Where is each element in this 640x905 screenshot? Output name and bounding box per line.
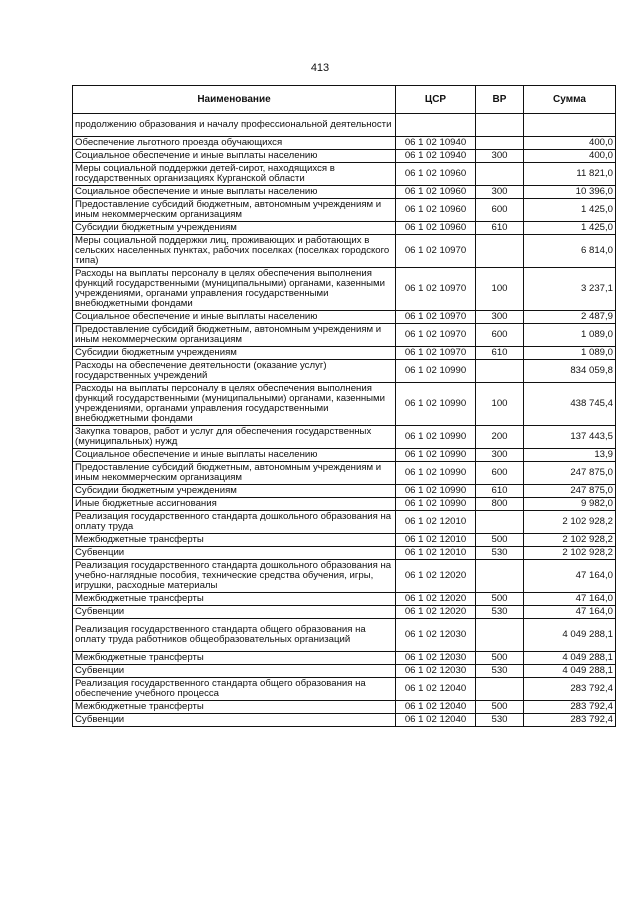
table-row [73,150,616,163]
row-vr-cell: 300 [476,186,524,199]
row-sum-cell: 1 089,0 [524,347,616,360]
table-row [73,137,616,150]
row-name-cell: Реализация государственного стандарта дошкольного образования на учебно-наглядные пособия, технические средства обучения, игры, игрушки, расходные материалы [73,560,396,593]
row-sum-cell: 13,9 [524,449,616,462]
row-name-cell: Субсидии бюджетным учреждениям [73,222,396,235]
table-header-row [73,86,616,114]
row-sum-cell: 438 745,4 [524,383,616,426]
row-name-cell: Предоставление субсидий бюджетным, автономным учреждениям и иным некоммерческим организациям [73,199,396,222]
row-sum-cell: 834 059,8 [524,360,616,383]
row-name-cell: Закупка товаров, работ и услуг для обеспечения государственных (муниципальных) нужд [73,426,396,449]
row-name-cell: Иные бюджетные ассигнования [73,498,396,511]
row-vr-cell: 300 [476,150,524,163]
row-csr-cell: 06 1 02 12010 [396,547,476,560]
header-vr: ВР [476,86,524,114]
row-name-cell: Социальное обеспечение и иные выплаты населению [73,449,396,462]
table-row [73,186,616,199]
table-row [73,534,616,547]
table-row [73,383,616,426]
row-name-cell: Реализация государственного стандарта дошкольного образования на оплату труда [73,511,396,534]
row-csr-cell [396,114,476,137]
table-body [73,114,616,727]
table-row [73,665,616,678]
row-sum-cell: 1 089,0 [524,324,616,347]
row-vr-cell: 530 [476,714,524,727]
row-csr-cell: 06 1 02 12020 [396,593,476,606]
row-csr-cell: 06 1 02 10990 [396,383,476,426]
row-vr-cell: 530 [476,547,524,560]
row-name-cell: Межбюджетные трансферты [73,593,396,606]
table-row [73,426,616,449]
row-csr-cell: 06 1 02 12040 [396,678,476,701]
row-csr-cell: 06 1 02 10970 [396,324,476,347]
row-vr-cell [476,114,524,137]
row-vr-cell [476,678,524,701]
row-csr-cell: 06 1 02 10940 [396,137,476,150]
row-sum-cell: 47 164,0 [524,606,616,619]
row-csr-cell: 06 1 02 10970 [396,268,476,311]
table-row [73,163,616,186]
row-csr-cell: 06 1 02 12020 [396,560,476,593]
row-name-cell: Субвенции [73,714,396,727]
row-vr-cell: 500 [476,652,524,665]
row-csr-cell: 06 1 02 10990 [396,426,476,449]
row-sum-cell: 47 164,0 [524,593,616,606]
table-row [73,449,616,462]
row-name-cell: Реализация государственного стандарта общего образования на оплату труда работников общеобразовательных организаций [73,619,396,652]
header-name: Наименование [73,86,396,114]
table-row [73,560,616,593]
row-vr-cell: 530 [476,606,524,619]
row-name-cell: Расходы на выплаты персоналу в целях обеспечения выполнения функций государственными (муниципальными) органами, казенными учреждениями, органами управления государственными внебюджетными фондами [73,383,396,426]
row-name-cell: Субвенции [73,547,396,560]
row-vr-cell: 500 [476,701,524,714]
row-vr-cell: 610 [476,222,524,235]
row-vr-cell [476,137,524,150]
row-name-cell: Предоставление субсидий бюджетным, автономным учреждениям и иным некоммерческим организациям [73,462,396,485]
row-vr-cell: 800 [476,498,524,511]
row-csr-cell: 06 1 02 10990 [396,449,476,462]
table-row [73,222,616,235]
row-csr-cell: 06 1 02 10960 [396,199,476,222]
row-csr-cell: 06 1 02 10970 [396,347,476,360]
row-name-cell: Расходы на обеспечение деятельности (оказание услуг) государственных учреждений [73,360,396,383]
table-row [73,678,616,701]
budget-table [72,85,616,727]
row-vr-cell: 600 [476,324,524,347]
page-number: 413 [310,62,330,74]
row-csr-cell: 06 1 02 12030 [396,619,476,652]
row-csr-cell: 06 1 02 10960 [396,163,476,186]
row-sum-cell: 4 049 288,1 [524,619,616,652]
row-name-cell: Расходы на выплаты персоналу в целях обеспечения выполнения функций государственными (муниципальными) органами, казенными учреждениями, органами управления государственными внебюджетными фондами [73,268,396,311]
row-sum-cell: 1 425,0 [524,199,616,222]
row-name-cell: Межбюджетные трансферты [73,701,396,714]
row-name-cell: Меры социальной поддержки лиц, проживающих и работающих в сельских населенных пунктах, рабочих поселках (поселках городского типа) [73,235,396,268]
table-row [73,485,616,498]
table-row [73,268,616,311]
table-row [73,360,616,383]
row-csr-cell: 06 1 02 10970 [396,311,476,324]
row-name-cell: Межбюджетные трансферты [73,534,396,547]
row-csr-cell: 06 1 02 10970 [396,235,476,268]
row-name-cell: Реализация государственного стандарта общего образования на обеспечение учебного процесса [73,678,396,701]
row-name-cell: продолжению образования и началу профессиональной деятельности [73,114,396,137]
row-name-cell: Субсидии бюджетным учреждениям [73,485,396,498]
row-vr-cell: 100 [476,268,524,311]
row-name-cell: Социальное обеспечение и иные выплаты населению [73,186,396,199]
row-sum-cell: 11 821,0 [524,163,616,186]
row-sum-cell: 283 792,4 [524,701,616,714]
row-name-cell: Обеспечение льготного проезда обучающихся [73,137,396,150]
row-csr-cell: 06 1 02 12010 [396,511,476,534]
table-row [73,547,616,560]
table-row [73,701,616,714]
row-sum-cell: 47 164,0 [524,560,616,593]
row-sum-cell: 137 443,5 [524,426,616,449]
table-row [73,324,616,347]
row-name-cell: Субвенции [73,665,396,678]
table-row [73,511,616,534]
row-name-cell: Меры социальной поддержки детей-сирот, находящихся в государственных организациях Курганской области [73,163,396,186]
row-vr-cell: 500 [476,593,524,606]
row-csr-cell: 06 1 02 10990 [396,360,476,383]
row-csr-cell: 06 1 02 12040 [396,701,476,714]
row-csr-cell: 06 1 02 12030 [396,652,476,665]
table-row [73,199,616,222]
row-csr-cell: 06 1 02 12030 [396,665,476,678]
row-sum-cell: 10 396,0 [524,186,616,199]
row-name-cell: Субвенции [73,606,396,619]
row-csr-cell: 06 1 02 12040 [396,714,476,727]
row-sum-cell: 247 875,0 [524,462,616,485]
row-name-cell: Субсидии бюджетным учреждениям [73,347,396,360]
header-csr: ЦСР [396,86,476,114]
row-vr-cell [476,360,524,383]
table-row [73,462,616,485]
row-vr-cell: 100 [476,383,524,426]
row-vr-cell: 200 [476,426,524,449]
row-name-cell: Предоставление субсидий бюджетным, автономным учреждениям и иным некоммерческим организациям [73,324,396,347]
row-vr-cell: 600 [476,462,524,485]
row-sum-cell [524,114,616,137]
row-csr-cell: 06 1 02 12010 [396,534,476,547]
row-vr-cell [476,235,524,268]
row-sum-cell: 400,0 [524,150,616,163]
table-row [73,311,616,324]
table-row [73,593,616,606]
table-row [73,652,616,665]
row-sum-cell: 2 102 928,2 [524,511,616,534]
table-row [73,235,616,268]
row-vr-cell [476,511,524,534]
table-row [73,114,616,137]
row-sum-cell: 2 487,9 [524,311,616,324]
row-csr-cell: 06 1 02 10960 [396,186,476,199]
row-vr-cell [476,560,524,593]
row-vr-cell: 300 [476,449,524,462]
row-name-cell: Социальное обеспечение и иные выплаты населению [73,150,396,163]
row-name-cell: Межбюджетные трансферты [73,652,396,665]
row-sum-cell: 2 102 928,2 [524,547,616,560]
row-vr-cell: 610 [476,347,524,360]
row-sum-cell: 9 982,0 [524,498,616,511]
row-sum-cell: 247 875,0 [524,485,616,498]
row-sum-cell: 283 792,4 [524,714,616,727]
row-csr-cell: 06 1 02 10990 [396,485,476,498]
row-csr-cell: 06 1 02 10990 [396,498,476,511]
row-sum-cell: 2 102 928,2 [524,534,616,547]
row-vr-cell: 500 [476,534,524,547]
row-csr-cell: 06 1 02 10960 [396,222,476,235]
table-row [73,498,616,511]
row-csr-cell: 06 1 02 10940 [396,150,476,163]
table-row [73,606,616,619]
row-sum-cell: 400,0 [524,137,616,150]
table-row [73,619,616,652]
row-sum-cell: 1 425,0 [524,222,616,235]
row-vr-cell [476,619,524,652]
row-vr-cell: 300 [476,311,524,324]
table-row [73,714,616,727]
row-sum-cell: 4 049 288,1 [524,652,616,665]
row-name-cell: Социальное обеспечение и иные выплаты населению [73,311,396,324]
row-vr-cell [476,163,524,186]
row-csr-cell: 06 1 02 10990 [396,462,476,485]
table-row [73,347,616,360]
row-sum-cell: 6 814,0 [524,235,616,268]
row-sum-cell: 4 049 288,1 [524,665,616,678]
row-sum-cell: 283 792,4 [524,678,616,701]
row-vr-cell: 610 [476,485,524,498]
row-vr-cell: 530 [476,665,524,678]
row-sum-cell: 3 237,1 [524,268,616,311]
row-csr-cell: 06 1 02 12020 [396,606,476,619]
row-vr-cell: 600 [476,199,524,222]
header-sum: Сумма [524,86,616,114]
